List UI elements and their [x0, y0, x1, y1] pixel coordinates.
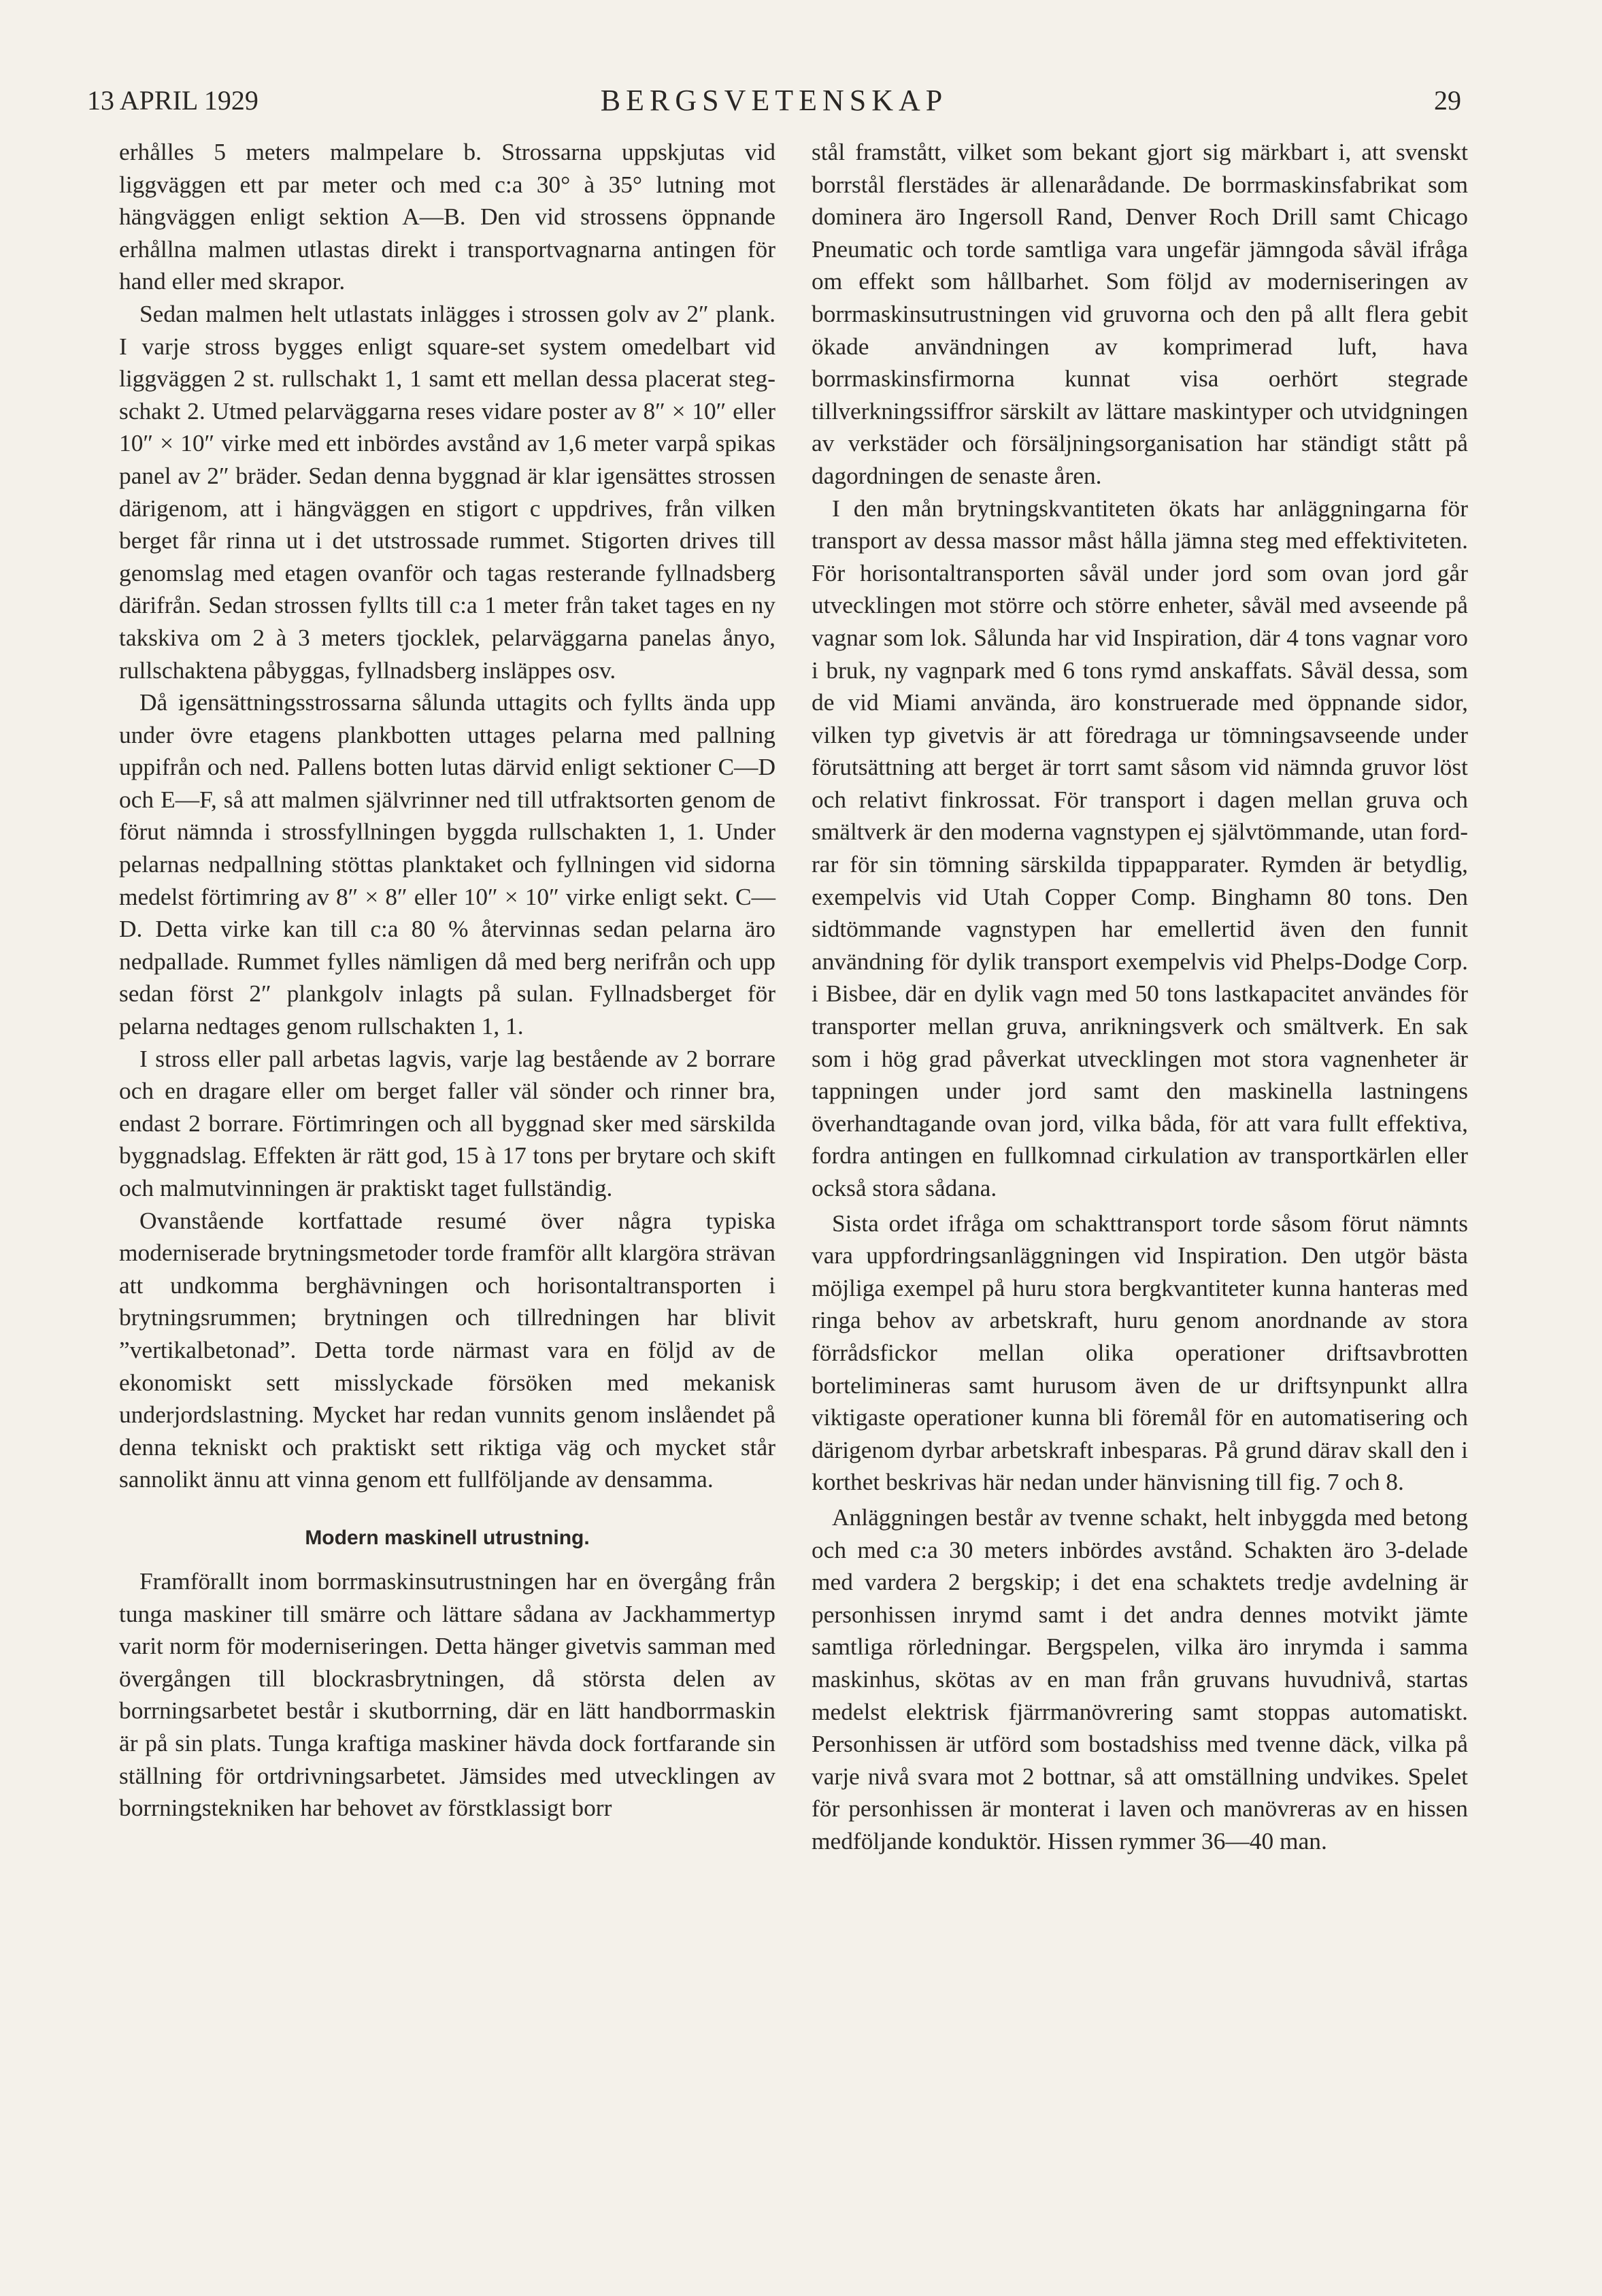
- page-number: 29: [1434, 85, 1461, 116]
- paragraph: Ovanstående kortfattade resumé över några typiska moderniserade brytningsmetoder torde framför allt klargöra strävan att undkomma berghävningen och horisontaltransporten i brytningsrummen; brytningen och tillredningen har blivit ”vertikalbetonad”. Detta torde närmast vara en följd av de ekonomiskt sett misslyckade försöken med mekanisk underjordslastning. Mycket har redan vunnits genom inslåendet på denna tekniskt och praktiskt sett riktiga väg och mycket står sannolikt ännu att vinna genom ett fullföljande av densamma.: [119, 1206, 775, 1493]
- journal-title: BERGSVETENSKAP: [600, 84, 948, 117]
- left-column: [119, 136, 775, 1825]
- paragraph: Anläggningen består av tvenne schakt, helt inbyggda med betong och med c:a 30 meters inbördes avstånd. Schakten äro 3-delade med vardera 2 bergskip; i det ena schaktets tredje avdelning är personhissen inrymd samt i det andra dennes motvikt jämte samtliga rörledningar. Bergspelen, vilka äro inrymda i samma maskinhus, skötas av en man från gruvans huvudnivå, startas medelst elektrisk fjärrmanövrering samt stoppas automatiskt. Personhissen är utförd som bostadshiss med tvenne däck, vilka på varje nivå svara mot 2 bottnar, så att omställning undvikes. Spelet för personhissen är monterat i laven och manövreras av en hissen medföljande konduktör. Hissen rymmer 36—40 man.: [812, 1503, 1468, 1854]
- issue-date: 13 APRIL 1929: [87, 85, 258, 116]
- right-column: [812, 136, 1468, 1857]
- paragraph: erhålles 5 meters malmpelare b. Strossarna uppskjutas vid liggväggen ett par meter och med c:a 30° à 35° lutning mot hängväggen enligt sektion A—B. Den vid strossens öppnande erhållna malmen utlastas direkt i transportvagnarna antingen för hand eller med skrapor.: [119, 138, 775, 295]
- paragraph: I stross eller pall arbetas lagvis, varje lag bestående av 2 borrare och en dragare eller om berget faller väl sönder och rinner bra, endast 2 borrare. Förtimringen och all byggnad sker med särskilda byggnadslag. Effekten är rätt god, 15 à 17 tons per brytare och skift och malmutvinningen är praktiskt taget fullständig.: [119, 1044, 775, 1201]
- paragraph: Framförallt inom borrmaskinsutrustningen har en övergång från tunga maskiner till smärre och lättare sådana av Jackhammertyp varit norm för moderniseringen. Detta hänger givetvis samman med övergången till blockrasbrytningen, då största delen av borrningsarbetet består i skutborrning, där en lätt handborrmaskin är på sin plats. Tunga kraftiga maskiner hävda dock fortfarande sin ställning för ortdrivningsarbetet. Jämsides med utvecklingen av borrningstekniken har behovet av förstklassigt borr: [119, 1567, 775, 1822]
- paragraph: Sedan malmen helt utlastats inlägges i strossen golv av 2″ plank. I varje stross bygges enligt square-set system omedelbart vid liggväggen 2 st. rullschakt 1, 1 samt ett mellan dessa placerat stegschakt 2. Utmed pelarväggarna reses vidare poster av 8″ × 10″ eller 10″ × 10″ virke med ett inbördes avstånd av 1,6 meter varpå spikas panel av 2″ bräder. Sedan denna byggnad är klar igensättes strossen därigenom, att i hängväggen en stigort c uppdrives, från vilken berget får rinna ut i det utstrossade rummet. Stigorten drives till genomslag med etagen ovanför och tagas resterande fyllnadsberg därifrån. Sedan strossen fyllts till c:a 1 meter från taket tages en ny takskiva om 2 à 3 meters tjocklek, pelarväggarna panelas ånyo, rullschaktena påbyggas, fyllnadsberg insläppes osv.: [119, 299, 775, 684]
- paragraph: Sista ordet ifråga om schakttransport torde såsom förut nämnts vara uppfordringsanläggningen vid Inspiration. Den utgör bästa möjliga exempel på huru stora bergkvantiteter kunna hanteras med ringa behov av arbetskraft, huru genom anordnande av stora förrådsfickor mellan olika operationer driftsavbrotten bortelimineras samt hurusom även de ur driftsynpunkt allra viktigaste operationer kunna bli föremål för en automatisering och därigenom dyrbar arbetskraft inbesparas. På grund därav skall den i korthet beskrivas här nedan under hänvisning till fig. 7 och 8.: [812, 1209, 1468, 1496]
- paragraph: I den mån brytningskvantiteten ökats har anläggningarna för transport av dessa massor måst hålla jämna steg med effektiviteten. För horisontaltransporten såväl under jord som ovan jord går utvecklingen mot större och större enheter, såväl med avseende på vagnar som lok. Sålunda har vid Inspiration, där 4 tons vagnar voro i bruk, ny vagnpark med 6 tons rymd anskaffats. Såväl dessa, som de vid Miami använda, äro konstruerade med öppnande sidor, vilken typ givetvis är att föredraga ur tömningsavseende under förutsättning att berget är torrt samt såsom vid nämnda gruvor löst och relativt finkrossat. För transport i dagen mellan gruva och smältverk är den moderna vagnstypen ej självtömmande, utan fordrar för sin tömning särskilda tippapparater. Rymden är betydlig, exempelvis vid Utah Copper Comp. Binghamn 80 tons. Den sidtömmande vagnstypen har emellertid även den funnit användning för dylik transport exempelvis vid Phelps-Dodge Corp. i Bisbee, där en dylik vagn med 50 tons lastkapacitet användes för transporter mellan gruva, anrikningsverk och smältverk. En sak som i hög grad påverkat utvecklingen mot stora vagnenheter är tappningen under jord samt den maskinella lastningens överhandtagande ovan jord, vilka båda, för att vara fullt effektiva, fordra antingen en fullkomnad cirkulation av transportkärlen eller också stora sådana.: [812, 494, 1468, 1201]
- paragraph: Då igensättningsstrossarna sålunda uttagits och fyllts ända upp under övre etagens plankbotten uttages pelarna med pallning uppifrån och ned. Pallens botten lutas därvid enligt sektioner C—D och E—F, så att malmen självrinner ned till utfraktsorten genom de förut nämnda i strossfyllningen byggda rullschakten 1, 1. Under pelarnas nedpallning stöttas planktaket och fyllningen vid sidorna medelst förtimring av 8″ × 8″ eller 10″ × 10″ virke enligt sekt. C—D. Detta virke kan till c:a 80 % återvinnas sedan pelarna äro nedpallade. Rummet fylles nämligen då med berg nerifrån och upp sedan först 2″ plankgolv inlagts på sulan. Fyllnadsberget för pelarna nedtages genom rullschakten 1, 1.: [119, 688, 775, 1040]
- page-header: [87, 80, 1461, 121]
- paragraph: stål framstått, vilket som bekant gjort sig märkbart i, att svenskt borrstål flerstädes är allenarådande. De borrmaskinsfabrikat som dominera äro Ingersoll Rand, Denver Roch Drill samt Chicago Pneumatic och torde samtliga vara ungefär jämngoda såväl ifråga om effekt som hållbarhet. Som följd av moderniseringen av borrmaskinsutrustningen vid gruvorna och den på allt flera gebit ökade användningen av komprimerad luft, hava borrmaskinsfirmorna kunnat visa oerhört stegrade tillverkningssiffror särskilt av lättare maskintyper och utvidgningen av verkstäder och försäljningsorganisation har ständigt stått på dagordningen de senaste åren.: [812, 138, 1468, 489]
- section-heading: Modern maskinell utrustning.: [305, 1526, 590, 1549]
